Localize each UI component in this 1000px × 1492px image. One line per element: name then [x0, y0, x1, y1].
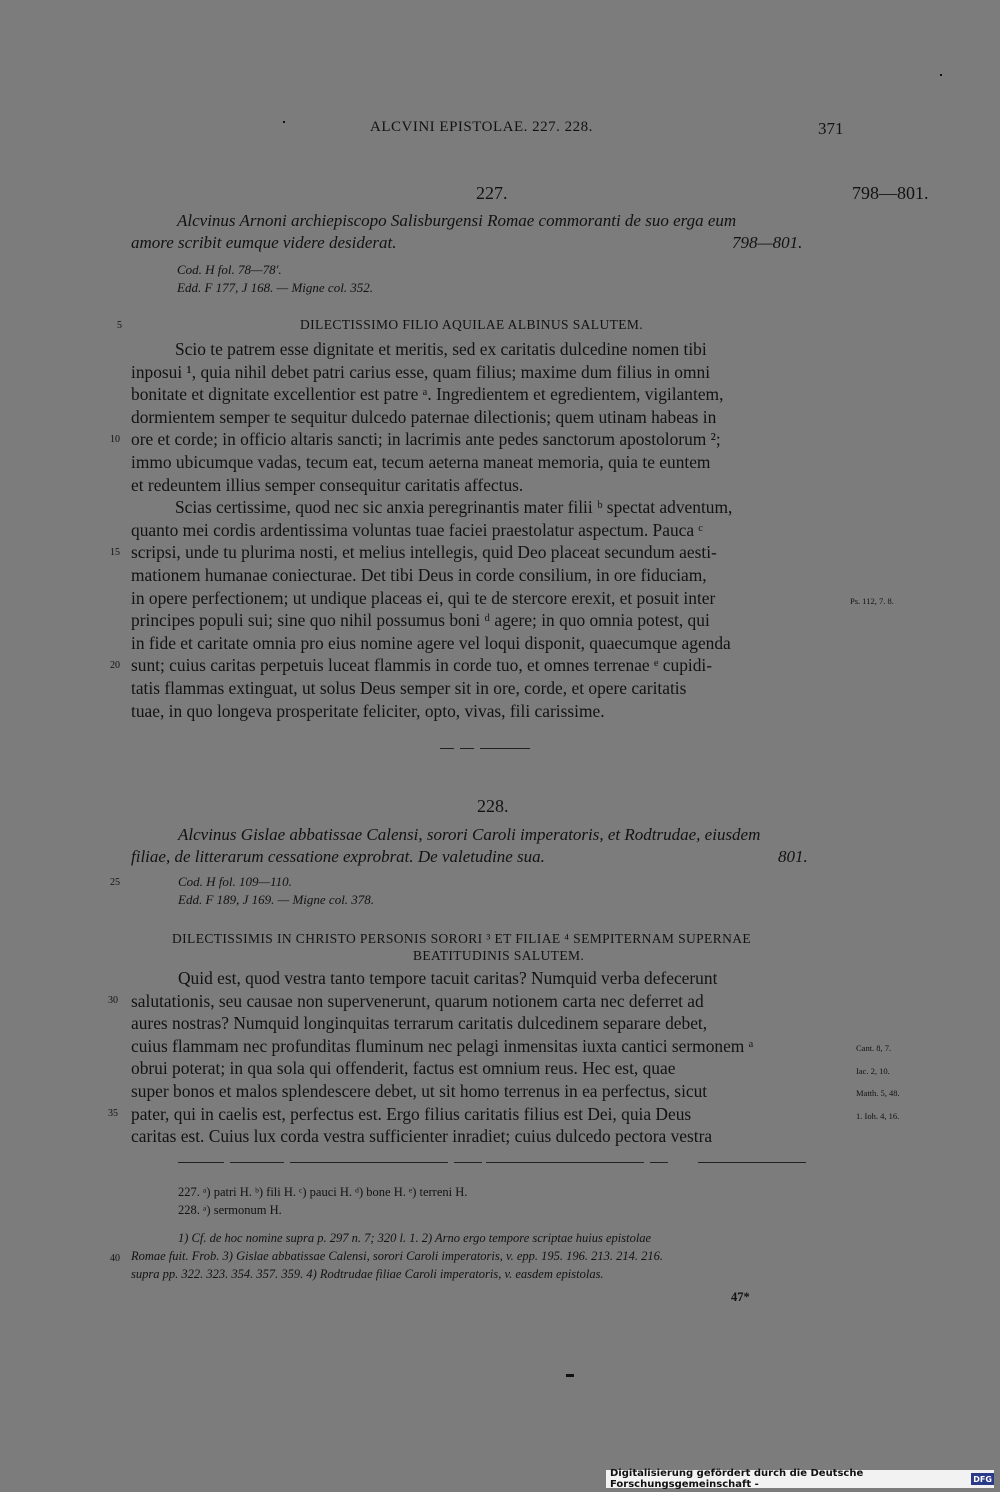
margin-note-iac: Iac. 2, 10.: [856, 1066, 890, 1076]
margin-note-cant: Cant. 8, 7.: [856, 1043, 892, 1053]
letter-228-number: 228.: [477, 796, 509, 816]
line-number-20: 20: [110, 660, 120, 671]
letter227-body-line: bonitate et dignitate excellentior est patre ᵃ. Ingredientem et egredientem, vigilantem,: [131, 384, 724, 405]
letter228-body-line: obrui poterat; in qua sola qui offenderit, factus est omnium reus. Hec est, quae: [131, 1058, 676, 1079]
gathering-signature: 47*: [731, 1290, 750, 1304]
letter-228-codex: Cod. H fol. 109—110.: [178, 874, 292, 889]
digitization-footer: [606, 1470, 994, 1488]
letter228-body-line: cuius flammam nec profunditas fluminum nec pelagi inmensitas iuxta cantici sermonem ᵃ: [131, 1035, 754, 1056]
line-number-10: 10: [110, 434, 120, 445]
letter227-body-line: Scio te patrem esse dignitate et meritis, sed ex caritatis dulcedine nomen tibi: [175, 339, 707, 359]
letter228-body-line: aures nostras? Numquid longinquitas terrarum caritatis dulcedinem separare debet,: [131, 1013, 708, 1034]
page-number: 371: [818, 119, 844, 138]
scan-speck: [283, 121, 285, 123]
letter228-body-line: salutationis, seu causae non supervenerunt, quarum notionem carta nec deferret ad: [131, 990, 704, 1011]
letter227-body-line: dormientem semper te sequitur dulcedo paternae dilectionis; quem utinam habeas in: [131, 406, 717, 427]
letter227-body-line: immo ubicumque vadas, tecum eat, tecum aeterna maneat memoria, quia te euntem: [131, 452, 711, 472]
letter-227-salutation: DILECTISSIMO FILIO AQUILAE ALBINUS SALUTEM.: [300, 317, 644, 332]
footnote-rule-1: [178, 1162, 224, 1163]
letter228-body-line: pater, qui in caelis est, perfectus est. Ergo filius caritatis filius est Dei, quia Deus: [131, 1103, 692, 1124]
separator-dash-3: [480, 748, 530, 749]
margin-note-matth: Matth. 5, 48.: [856, 1088, 900, 1098]
letter228-body-line: super bonos et malos splendescere debet, ut sit homo terrenus in ea perfectus, sicut: [131, 1081, 708, 1101]
letter227-body-line: mationem humanae coniecturae. Det tibi Deus in corde consilium, in ore fiduciam,: [131, 565, 707, 585]
letter-228-summary-line-2: filiae, de litterarum cessatione exprobrat. De valetudine sua.: [131, 847, 545, 866]
letter228-body-line: Quid est, quod vestra tanto tempore tacuit caritas? Numquid verba defecerunt: [178, 968, 718, 988]
letter-227-summary-line-1: Alcvinus Arnoni archiepiscopo Salisburgensi Romae commoranti de suo erga eum: [177, 211, 737, 230]
footnote-rule-7: [698, 1162, 806, 1163]
line-number-15: 15: [110, 547, 120, 558]
line-number-30: 30: [108, 995, 118, 1006]
footnote-rule-5: [486, 1162, 644, 1163]
letter-227-number: 227.: [476, 183, 508, 203]
footnote-rule-3: [290, 1162, 448, 1163]
footnote-line-3: supra pp. 322. 323. 354. 357. 359. 4) Rodtrudae filiae Caroli imperatoris, v. easdem epistolas.: [131, 1267, 604, 1281]
letter228-body-line: caritas est. Cuius lux corda vestra sufficienter inradiet; cuius dulcedo pectora vestra: [131, 1126, 713, 1147]
dfg-logo: DFG: [971, 1473, 994, 1485]
letter-227-codex: Cod. H fol. 78—78'.: [177, 262, 282, 277]
letter227-body-line: principes populi sui; sine quo nihil possumus boni ᵈ agere; in quo omnia potest, qui: [131, 610, 710, 631]
letter-227-editions: Edd. F 177, J 168. — Migne col. 352.: [177, 280, 374, 295]
letter-228-salutation-line-1: DILECTISSIMIS IN CHRISTO PERSONIS SORORI ³ ET FILIAE ⁴ SEMPITERNAM SUPERNAE: [172, 931, 752, 946]
variants-227: 227. ᵃ) patri H. ᵇ) fili H. ᶜ) pauci H. ᵈ) bone H. ᵉ) terreni H.: [178, 1185, 468, 1199]
footer-text: Digitalisierung gefördert durch die Deutsche Forschungsgemeinschaft -: [610, 1468, 864, 1490]
letter227-body-line: scripsi, unde tu plurima nosti, et melius intellegis, quid Deo placeat secundum aesti-: [131, 542, 717, 563]
footnote-line-2: Romae fuit. Frob. 3) Gislae abbatissae Calensi, sorori Caroli imperatoris, v. epp. 195. 196. 213. 214. 216.: [131, 1249, 664, 1263]
margin-note-psalm: Ps. 112, 7. 8.: [850, 596, 894, 606]
letter-227-date-range: 798—801.: [852, 183, 929, 203]
line-number-40: 40: [110, 1253, 120, 1264]
letter227-body-line: et redeuntem illius semper consequitur caritatis affectus.: [131, 474, 524, 495]
letter227-body-line: in opere perfectionem; ut undique placeas ei, qui te de stercore erexit, et posuit inter: [131, 587, 716, 608]
letter-228-editions: Edd. F 189, J 169. — Migne col. 378.: [178, 892, 375, 907]
line-number-5: 5: [117, 320, 122, 331]
footnote-rule-6: [650, 1162, 668, 1163]
letter-228-summary-line-1: Alcvinus Gislae abbatissae Calensi, sorori Caroli imperatoris, et Rodtrudae, eiusdem: [178, 825, 761, 844]
footnote-line-1: 1) Cf. de hoc nomine supra p. 297 n. 7; 320 l. 1. 2) Arno ergo tempore scriptae huius epistolae: [178, 1231, 652, 1245]
line-number-35: 35: [108, 1108, 118, 1119]
letter227-body-line: inposui ¹, quia nihil debet patri carius esse, quam filius; maxime dum filius in omni: [131, 361, 711, 382]
separator-dash-2: [460, 748, 474, 749]
letter227-body-line: in fide et caritate omnia pro eius nomine agere vel loqui disponit, quaecumque agenda: [131, 632, 731, 653]
footnote-rule-4: [454, 1162, 482, 1163]
variants-228: 228. ᵃ) sermonum H.: [178, 1203, 282, 1217]
letter227-body-line: quanto mei cordis ardentissima voluntas tuae faciei praestolatur aspectum. Pauca ᶜ: [131, 519, 703, 540]
letter227-body-line: tuae, in quo longeva prosperitate feliciter, opto, vivas, fili carissime.: [131, 700, 605, 721]
letter-228-salutation-line-2: BEATITUDINIS SALUTEM.: [413, 948, 585, 963]
line-number-25: 25: [110, 877, 120, 888]
letter227-body-line: sunt; cuius caritas perpetuis luceat flammis in corde tuo, et omnes terrenae ᵉ cupidi-: [131, 655, 713, 676]
scan-speck: [940, 74, 942, 76]
letter-228-summary-date: 801.: [778, 847, 808, 866]
scan-speck: [566, 1374, 574, 1377]
separator-dash-1: [440, 748, 454, 749]
letter227-body-line: ore et corde; in officio altaris sancti; in lacrimis ante pedes sanctorum apostolorum ²;: [131, 429, 721, 450]
letter-227-summary-date: 798—801.: [732, 233, 803, 252]
letter227-body-line: Scias certissime, quod nec sic anxia peregrinantis mater filii ᵇ spectat adventum,: [175, 497, 733, 518]
letter-227-summary-line-2: amore scribit eumque videre desiderat.: [131, 233, 397, 252]
letter227-body-line: tatis flammas extinguat, ut solus Deus semper sit in ore, corde, et opere caritatis: [131, 678, 687, 698]
footnote-rule-2: [230, 1162, 284, 1163]
margin-note-ioh: 1. Ioh. 4, 16.: [856, 1111, 900, 1121]
running-head: ALCVINI EPISTOLAE. 227. 228.: [370, 119, 593, 135]
